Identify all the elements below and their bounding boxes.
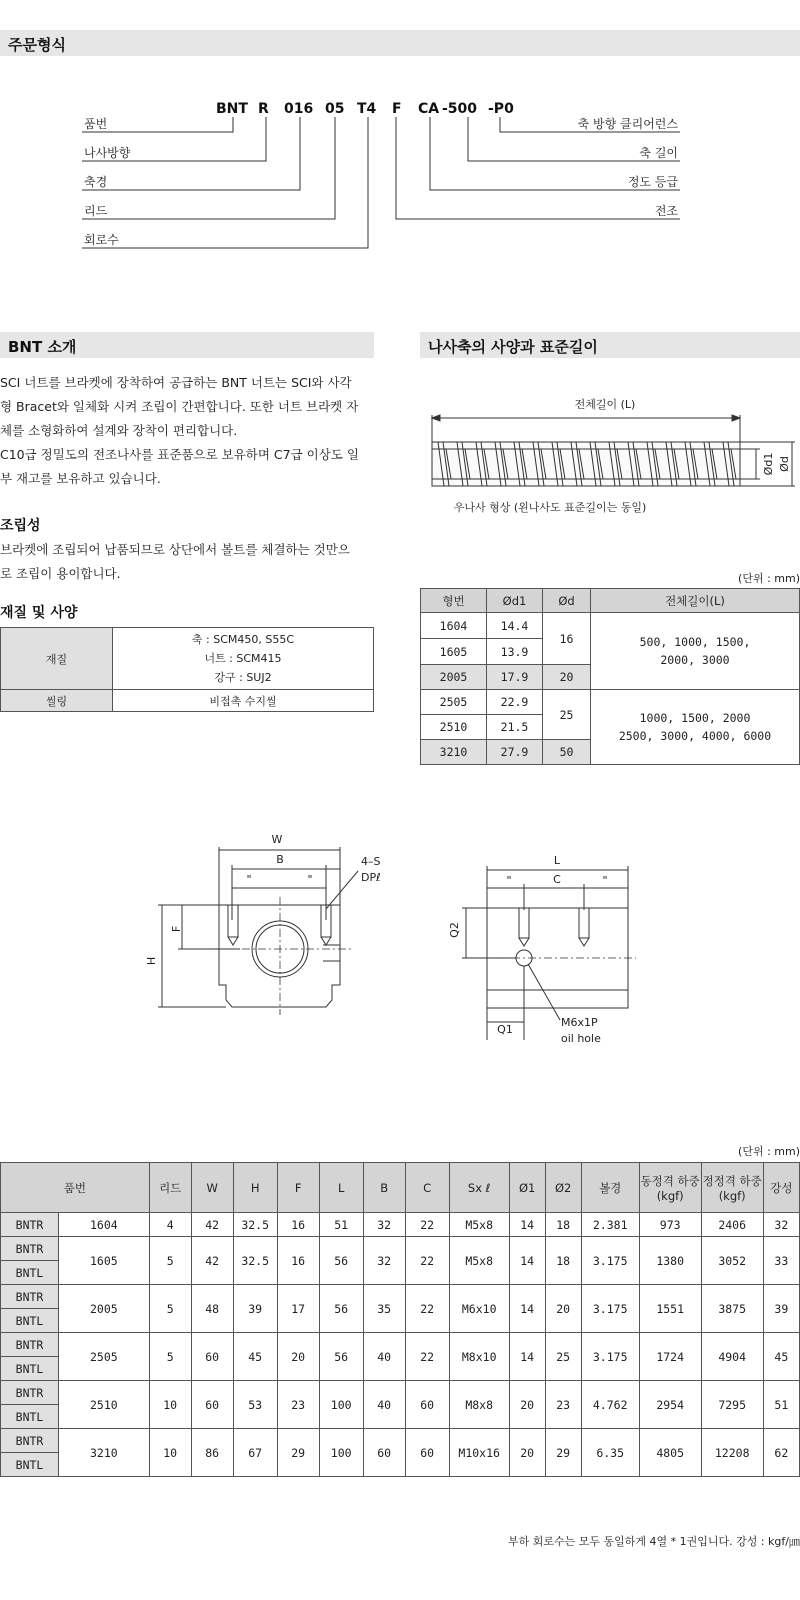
code-part-500: -500	[442, 101, 478, 117]
d-label: Ød	[778, 456, 791, 472]
col-lead: 리드	[149, 1163, 191, 1213]
dim-f-label: F	[170, 925, 183, 933]
value-cell: 53	[233, 1381, 277, 1429]
value-cell: 3875	[701, 1285, 763, 1333]
code-part-r: R	[258, 101, 269, 117]
value-cell: M8x10	[449, 1333, 509, 1381]
material-value	[113, 628, 374, 690]
value-cell: 48	[191, 1285, 233, 1333]
value-cell: 5	[149, 1285, 191, 1333]
shaft-length-line: 500, 1000, 1500,	[639, 635, 751, 649]
shaft-d1: 13.9	[487, 639, 543, 665]
series-type-cell: BNTR	[1, 1429, 59, 1453]
shaft-length-group	[591, 613, 800, 690]
dim-table-header-row	[1, 1163, 800, 1213]
shaft-d1: 14.4	[487, 613, 543, 639]
value-cell: 20	[545, 1285, 581, 1333]
label-accuracy-grade: 정도 등급	[627, 175, 678, 189]
value-cell: M10x16	[449, 1429, 509, 1477]
shaft-d: 50	[543, 740, 591, 765]
value-cell: 60	[405, 1381, 449, 1429]
col-b: B	[363, 1163, 405, 1213]
material-label: 재질	[1, 628, 113, 690]
label-lead: 리드	[84, 204, 108, 218]
model-cell: 1604	[59, 1213, 150, 1237]
code-part-05: 05	[325, 101, 345, 117]
value-cell: 23	[277, 1381, 319, 1429]
value-cell: M6x10	[449, 1285, 509, 1333]
series-type-cell: BNTL	[1, 1261, 59, 1285]
value-cell: 56	[319, 1237, 363, 1285]
value-cell: 33	[763, 1237, 799, 1285]
dim-table-footnote: 부하 회로수는 모두 동일하게 4열 * 1권입니다. 강성 : kgf/㎛	[508, 1535, 800, 1548]
col-phi2: Ø2	[545, 1163, 581, 1213]
table-row	[1, 1429, 800, 1453]
shaft-title: 나사축의 사양과 표준길이	[428, 338, 598, 356]
value-cell: M5x8	[449, 1213, 509, 1237]
model-cell: 2005	[59, 1285, 150, 1333]
value-cell: 14	[509, 1285, 545, 1333]
value-cell: 22	[405, 1237, 449, 1285]
value-cell: 17	[277, 1285, 319, 1333]
sealing-label: 씰링	[1, 690, 113, 712]
dim-quote-1: "	[246, 873, 252, 886]
label-part-number: 품번	[84, 117, 108, 131]
value-cell: 60	[191, 1333, 233, 1381]
value-cell: 32.5	[233, 1237, 277, 1285]
col-h: H	[233, 1163, 277, 1213]
col-static-load: 정정격 하중(kgf)	[701, 1163, 763, 1213]
shaft-d1: 22.9	[487, 690, 543, 715]
value-cell: 4904	[701, 1333, 763, 1381]
bracket-side-view	[440, 850, 660, 1050]
shaft-col-length: 전체길이(L)	[591, 589, 800, 613]
value-cell: 22	[405, 1285, 449, 1333]
material-table	[0, 627, 374, 712]
shaft-model: 2510	[421, 715, 487, 740]
label-shaft-length: 축 길이	[639, 146, 678, 160]
oil-hole-thread: M6x1P	[561, 1016, 598, 1029]
material-line: 축 : SCM450, S55C	[191, 633, 295, 646]
intro-line: SCI 너트를 브라켓에 장착하여 공급하는 BNT 너트는 SCI와 사각	[0, 375, 352, 390]
value-cell: 20	[509, 1381, 545, 1429]
shaft-caption: 우나사 형상 (왼나사도 표준길이는 동일)	[453, 501, 647, 514]
code-part-bnt: BNT	[216, 101, 248, 117]
value-cell: 39	[763, 1285, 799, 1333]
model-cell: 2510	[59, 1381, 150, 1429]
series-type-cell: BNTR	[1, 1213, 59, 1237]
value-cell: 39	[233, 1285, 277, 1333]
total-length-label: 전체길이 (L)	[574, 398, 636, 411]
assembly-paragraph	[0, 538, 372, 586]
value-cell: 60	[363, 1429, 405, 1477]
dim-dp-label: DPℓ	[361, 871, 381, 884]
material-line: 너트 : SCM415	[204, 652, 282, 665]
value-cell: 60	[191, 1381, 233, 1429]
value-cell: 51	[763, 1381, 799, 1429]
col-phi1: Ø1	[509, 1163, 545, 1213]
value-cell: 45	[233, 1333, 277, 1381]
value-cell: 4.762	[581, 1381, 639, 1429]
value-cell: 29	[277, 1429, 319, 1477]
shaft-length-line: 2500, 3000, 4000, 6000	[618, 729, 772, 743]
shaft-col-d1: Ød1	[487, 589, 543, 613]
value-cell: 5	[149, 1333, 191, 1381]
shaft-col-model: 형번	[421, 589, 487, 613]
sealing-value: 비접촉 수지씰	[113, 690, 374, 712]
shaft-model: 2505	[421, 690, 487, 715]
col-rigidity: 강성	[763, 1163, 799, 1213]
shaft-model: 1604	[421, 613, 487, 639]
value-cell: 1551	[639, 1285, 701, 1333]
value-cell: 5	[149, 1237, 191, 1285]
intro-line: 형 Bracet와 일체화 시켜 조립이 간편합니다. 또한 너트 브라켓 자	[0, 399, 359, 414]
value-cell: 35	[363, 1285, 405, 1333]
dim-quote-4: "	[602, 874, 608, 887]
col-part-number: 품번	[1, 1163, 150, 1213]
label-shaft-diameter: 축경	[84, 175, 108, 189]
value-cell: 2.381	[581, 1213, 639, 1237]
value-cell: 51	[319, 1213, 363, 1237]
value-cell: M8x8	[449, 1381, 509, 1429]
code-part-016: 016	[284, 101, 314, 117]
value-cell: 100	[319, 1381, 363, 1429]
table-row	[1, 1381, 800, 1405]
shaft-length-group	[591, 690, 800, 765]
value-cell: 100	[319, 1429, 363, 1477]
col-sxl: Sx ℓ	[449, 1163, 509, 1213]
value-cell: 14	[509, 1213, 545, 1237]
order-code-diagram	[0, 90, 800, 260]
value-cell: 20	[509, 1429, 545, 1477]
shaft-length-line: 2000, 3000	[660, 653, 730, 667]
dim-s-label: 4–S	[361, 855, 381, 868]
assembly-title: 조립성	[0, 518, 41, 534]
col-dynamic-load: 동정격 하중(kgf)	[639, 1163, 701, 1213]
intro-line: 체를 소형화하여 설계와 장착이 편리합니다.	[0, 423, 238, 438]
value-cell: 16	[277, 1237, 319, 1285]
value-cell: 4805	[639, 1429, 701, 1477]
value-cell: 18	[545, 1213, 581, 1237]
series-type-cell: BNTR	[1, 1381, 59, 1405]
material-line: 강구 : SUJ2	[214, 671, 272, 684]
shaft-d1: 21.5	[487, 715, 543, 740]
col-l: L	[319, 1163, 363, 1213]
shaft-drawing	[420, 390, 800, 530]
table-row	[1, 1213, 800, 1237]
value-cell: 56	[319, 1285, 363, 1333]
intro-title: BNT 소개	[8, 338, 77, 356]
value-cell: 20	[277, 1333, 319, 1381]
oil-hole-label: oil hole	[561, 1032, 601, 1045]
shaft-d: 16	[543, 613, 591, 665]
dim-b-label: B	[276, 853, 284, 866]
value-cell: 40	[363, 1381, 405, 1429]
value-cell: 42	[191, 1213, 233, 1237]
shaft-col-d: Ød	[543, 589, 591, 613]
value-cell: 10	[149, 1429, 191, 1477]
value-cell: 32	[363, 1213, 405, 1237]
shaft-header	[420, 332, 800, 358]
assembly-line: 브라켓에 조립되어 납품되므로 상단에서 볼트를 체결하는 것만으	[0, 542, 350, 557]
code-part-f: F	[392, 101, 402, 117]
value-cell: 1380	[639, 1237, 701, 1285]
value-cell: 3.175	[581, 1237, 639, 1285]
value-cell: 23	[545, 1381, 581, 1429]
shaft-d1: 17.9	[487, 665, 543, 690]
model-cell: 3210	[59, 1429, 150, 1477]
dim-l-label: L	[553, 854, 561, 867]
series-type-cell: BNTR	[1, 1285, 59, 1309]
dim-w-label: W	[271, 833, 283, 846]
value-cell: 12208	[701, 1429, 763, 1477]
label-axial-clearance: 축 방향 클리어런스	[577, 117, 678, 131]
shaft-spec-table	[420, 588, 800, 765]
value-cell: 10	[149, 1381, 191, 1429]
value-cell: 32.5	[233, 1213, 277, 1237]
order-form-header	[0, 30, 800, 56]
series-type-cell: BNTR	[1, 1237, 59, 1261]
table-row	[1, 1237, 800, 1261]
value-cell: 40	[363, 1333, 405, 1381]
value-cell: 32	[763, 1213, 799, 1237]
material-title: 재질 및 사양	[0, 605, 78, 621]
value-cell: 25	[545, 1333, 581, 1381]
dim-table-body	[1, 1213, 800, 1477]
label-circuits: 회로수	[84, 233, 119, 247]
value-cell: 3.175	[581, 1285, 639, 1333]
value-cell: 86	[191, 1429, 233, 1477]
intro-header	[0, 332, 374, 358]
value-cell: 2954	[639, 1381, 701, 1429]
dim-q1-label: Q1	[497, 1023, 513, 1036]
value-cell: 22	[405, 1213, 449, 1237]
value-cell: 4	[149, 1213, 191, 1237]
bracket-front-view	[140, 825, 420, 1025]
dim-quote-2: "	[307, 873, 313, 886]
dim-quote-3: "	[506, 874, 512, 887]
model-cell: 2505	[59, 1333, 150, 1381]
dim-h-label: H	[145, 956, 158, 966]
shaft-d: 20	[543, 665, 591, 690]
shaft-model: 2005	[421, 665, 487, 690]
value-cell: 42	[191, 1237, 233, 1285]
value-cell: 18	[545, 1237, 581, 1285]
order-form-title: 주문형식	[8, 36, 66, 54]
value-cell: 16	[277, 1213, 319, 1237]
value-cell: 1724	[639, 1333, 701, 1381]
col-f: F	[277, 1163, 319, 1213]
intro-line: C10급 정밀도의 전조나사를 표준품으로 보유하며 C7급 이상도 일	[0, 447, 359, 462]
model-cell: 1605	[59, 1237, 150, 1285]
value-cell: 22	[405, 1333, 449, 1381]
dim-q2-label: Q2	[448, 922, 461, 938]
shaft-unit: (단위 : mm)	[738, 572, 800, 585]
col-ball-dia: 볼경	[581, 1163, 639, 1213]
value-cell: 60	[405, 1429, 449, 1477]
col-w: W	[191, 1163, 233, 1213]
value-cell: 32	[363, 1237, 405, 1285]
series-type-cell: BNTR	[1, 1333, 59, 1357]
value-cell: 7295	[701, 1381, 763, 1429]
value-cell: 14	[509, 1237, 545, 1285]
series-type-cell: BNTL	[1, 1357, 59, 1381]
intro-paragraph	[0, 371, 372, 491]
value-cell: 45	[763, 1333, 799, 1381]
code-part-p0: -P0	[488, 101, 514, 117]
dimension-table	[0, 1162, 800, 1477]
series-type-cell: BNTL	[1, 1453, 59, 1477]
value-cell: 56	[319, 1333, 363, 1381]
value-cell: 62	[763, 1429, 799, 1477]
label-thread-direction: 나사방향	[84, 146, 131, 160]
table-row	[1, 1285, 800, 1309]
d1-label: Ød1	[762, 452, 775, 476]
intro-line: 부 재고를 보유하고 있습니다.	[0, 471, 161, 486]
value-cell: 2406	[701, 1213, 763, 1237]
value-cell: 3052	[701, 1237, 763, 1285]
shaft-model: 1605	[421, 639, 487, 665]
value-cell: 3.175	[581, 1333, 639, 1381]
value-cell: 973	[639, 1213, 701, 1237]
dim-c-label: C	[553, 873, 561, 886]
dim-table-unit: (단위 : mm)	[738, 1145, 800, 1158]
shaft-length-line: 1000, 1500, 2000	[639, 711, 751, 725]
value-cell: M5x8	[449, 1237, 509, 1285]
code-part-ca: CA	[418, 101, 440, 117]
value-cell: 14	[509, 1333, 545, 1381]
value-cell: 6.35	[581, 1429, 639, 1477]
assembly-line: 로 조립이 용이합니다.	[0, 566, 121, 581]
series-type-cell: BNTL	[1, 1309, 59, 1333]
value-cell: 67	[233, 1429, 277, 1477]
code-part-t4: T4	[357, 101, 377, 117]
label-rolled: 전조	[654, 204, 678, 218]
col-c: C	[405, 1163, 449, 1213]
shaft-model: 3210	[421, 740, 487, 765]
shaft-d: 25	[543, 690, 591, 740]
series-type-cell: BNTL	[1, 1405, 59, 1429]
value-cell: 29	[545, 1429, 581, 1477]
table-row	[1, 1333, 800, 1357]
shaft-d1: 27.9	[487, 740, 543, 765]
